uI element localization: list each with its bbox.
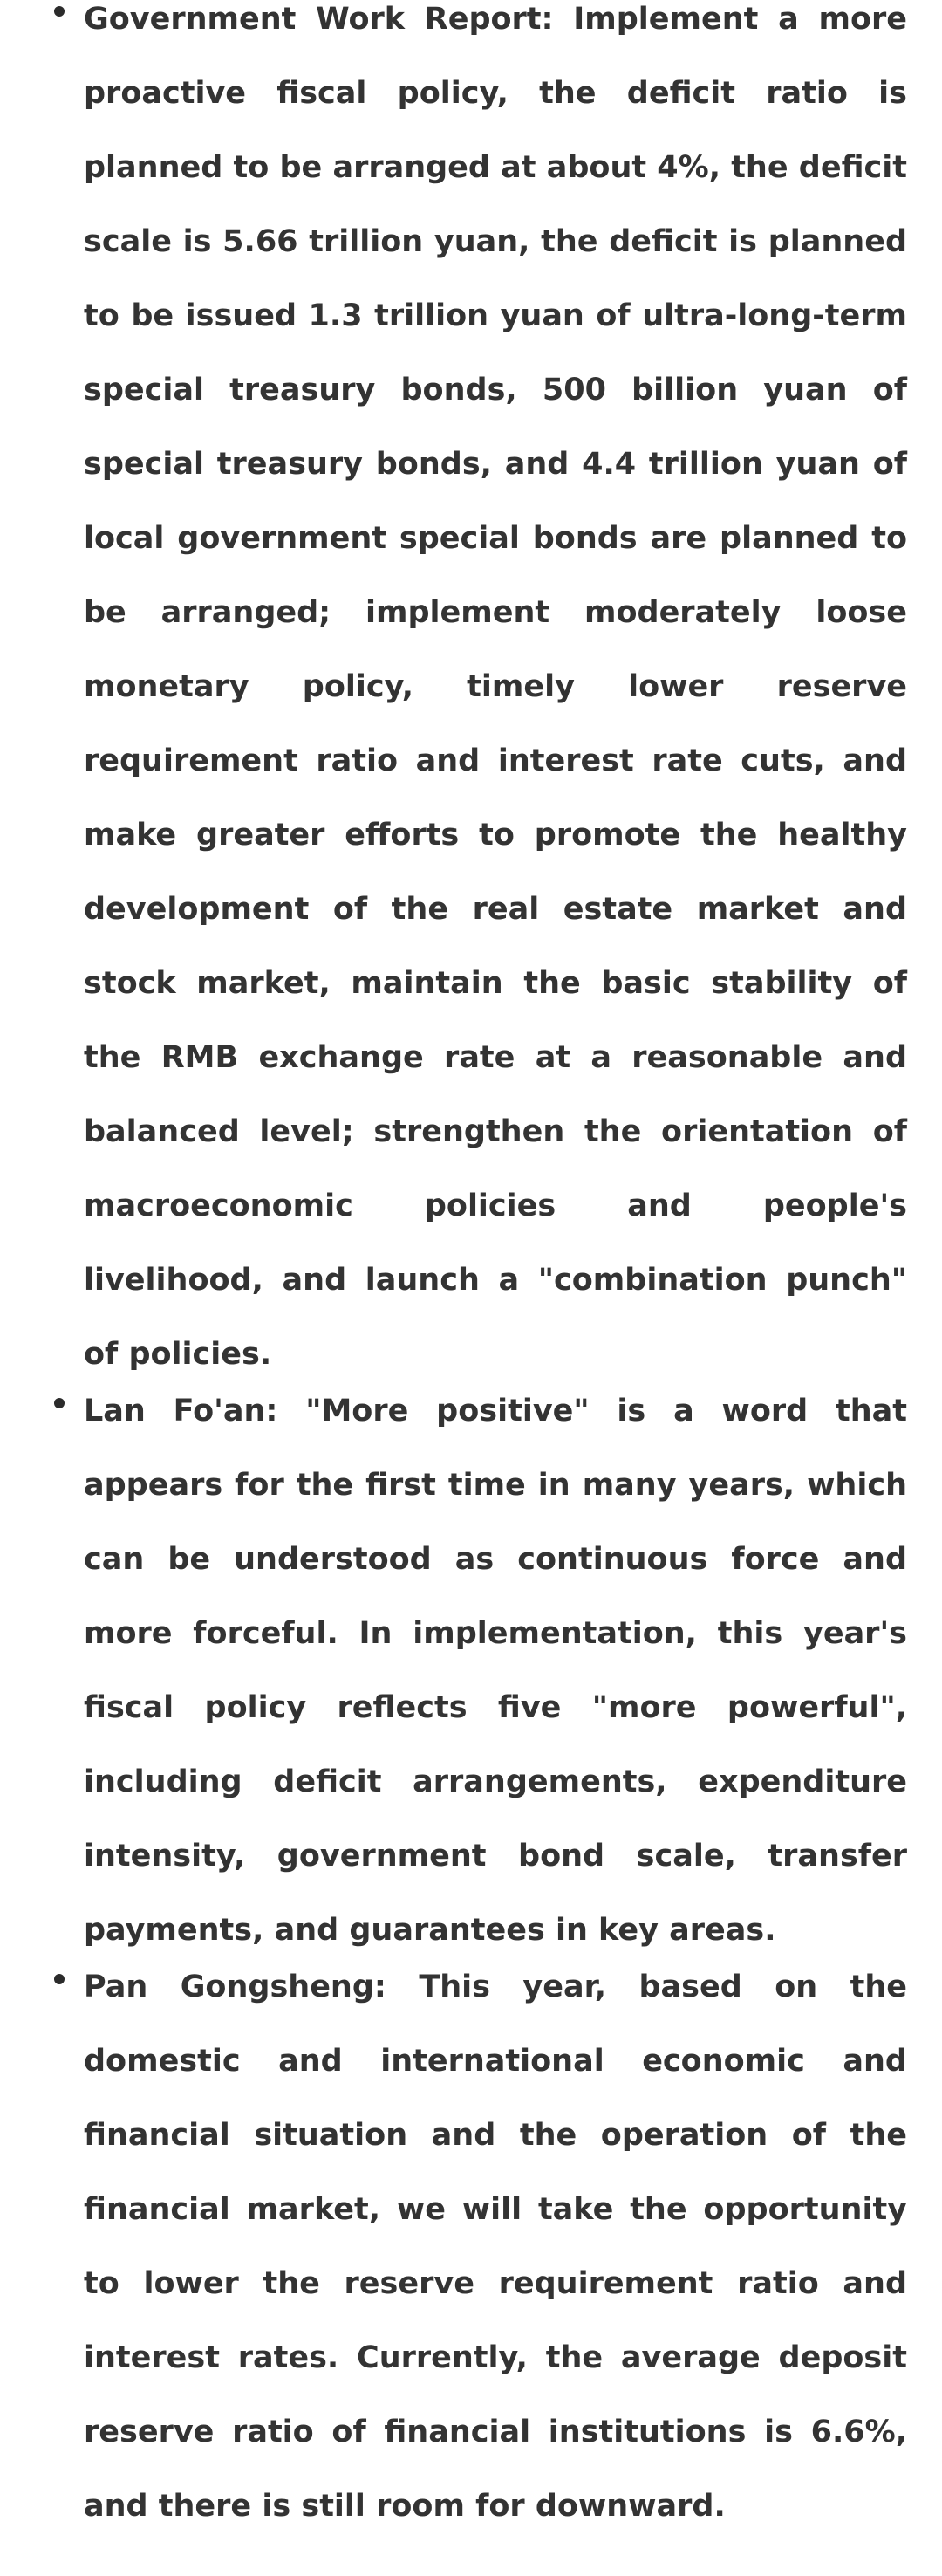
- list-item-pan-gongsheng: [0, 1950, 942, 2544]
- bullet-icon: [54, 6, 65, 17]
- list-item-lan-foan: [0, 1374, 942, 1968]
- list-item-text: Lan Fo'an: "More positive" is a word that appears for the first time in many years, which can be understood as continuous force and more forceful. In implementation, this year's fiscal policy reflects five "more powerful", including deficit arrangements, expenditure intensity, government bond scale, transfer payments, and guarantees in key areas.: [84, 1394, 907, 1948]
- bullet-icon: [54, 1974, 65, 1984]
- list-item-text: Government Work Report: Implement a more proactive fiscal policy, the deficit ratio is planned to be arranged at about 4%, the deficit scale is 5.66 trillion yuan, the deficit is planned to be issued 1.3 trillion yuan of ultra-long-term special treasury bonds, 500 billion yuan of special treasury bonds, and 4.4 trillion yuan of local government special bonds are planned to be arranged; implement moderately loose monetary policy, timely lower reserve requirement ratio and interest rate cuts, and make greater efforts to promote the healthy development of the real estate market and stock market, maintain the basic stability of the RMB exchange rate at a reasonable and balanced level; strengthen the orientation of macroeconomic policies and people's livelihood, and launch a "combination punch" of policies.: [84, 2, 907, 1372]
- bullet-icon: [54, 1398, 65, 1408]
- list-item-text: Pan Gongsheng: This year, based on the domestic and international economic and financial situation and the operation of the financial market, we will take the opportunity to lower the reserve requirement ratio and interest rates. Currently, the average deposit reserve ratio of financial institutions is 6.6%, and there is still room for downward.: [84, 1970, 907, 2524]
